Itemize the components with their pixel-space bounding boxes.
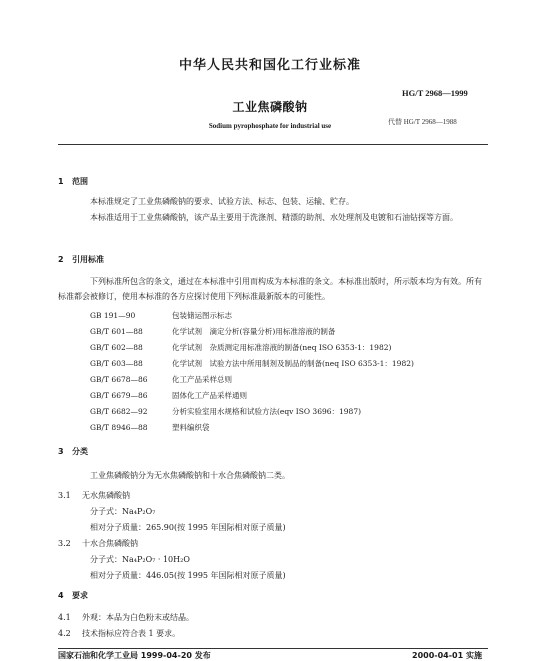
formula-line: 分子式：Na₄P₂O₇ — [90, 507, 156, 516]
reference-item — [90, 422, 210, 433]
section-3-para-1: 工业焦磷酸钠分为无水焦磷酸钠和十水合焦磷酸钠二类。 — [90, 471, 290, 480]
item-number: 4.1 — [58, 613, 71, 622]
subsection-title: 十水合焦磷酸钠 — [82, 539, 138, 548]
section-title: 分类 — [72, 447, 88, 456]
standard-code: HG/T 2968—1999 — [402, 88, 468, 98]
reference-item — [90, 310, 232, 321]
reference-code: GB/T 8946—88 — [90, 423, 148, 432]
section-title: 要求 — [72, 591, 88, 600]
reference-code: GB/T 6679—86 — [90, 391, 148, 400]
reference-code: GB/T 6682—92 — [90, 407, 148, 416]
molecular-mass-line: 相对分子质量：446.05(按 1995 年国际相对原子质量) — [90, 571, 286, 580]
reference-title: 固体化工产品采样通则 — [172, 391, 247, 400]
section-title: 范围 — [72, 177, 88, 186]
item-text: 外观：本品为白色粉末或结晶。 — [82, 613, 194, 622]
section-1-para-1: 本标准规定了工业焦磷酸钠的要求、试验方法、标志、包装、运输、贮存。 — [90, 197, 354, 206]
section-1-para-2: 本标准适用于工业焦磷酸钠，该产品主要用于洗涤剂、精漂的助剂、水处理剂及电镀和石油钻探等方面。 — [90, 213, 458, 222]
reference-item — [90, 390, 247, 401]
reference-title: 化学试剂 杂质测定用标准溶液的制备(neq ISO 6353-1：1982) — [172, 343, 392, 352]
requirement-item — [58, 612, 194, 623]
reference-item — [90, 406, 361, 417]
standard-category-title: 中华人民共和国化工行业标准 — [178, 58, 361, 73]
reference-title: 化学试剂 滴定分析(容量分析)用标准溶液的制备 — [172, 327, 336, 336]
reference-item — [90, 374, 232, 385]
section-title: 引用标准 — [72, 255, 104, 264]
subsection-title: 无水焦磷酸钠 — [82, 491, 130, 500]
section-number: 2 — [58, 255, 64, 264]
document-subtitle: Sodium pyrophosphate for industrial use — [208, 122, 332, 130]
reference-code: GB/T 603—88 — [90, 359, 143, 368]
section-3-heading — [58, 446, 88, 457]
footer-divider — [58, 648, 488, 649]
reference-title: 塑料编织袋 — [172, 423, 210, 432]
reference-item — [90, 342, 391, 353]
section-4-heading — [58, 590, 88, 601]
implementation-date: 2000-04-01 实施 — [412, 651, 482, 660]
section-number: 3 — [58, 447, 64, 456]
reference-item — [90, 326, 335, 337]
section-2-heading — [58, 254, 104, 265]
subsection-number: 3.2 — [58, 539, 71, 548]
document-title: 工业焦磷酸钠 — [232, 100, 308, 114]
reference-code: GB/T 601—88 — [90, 327, 143, 336]
reference-code: GB/T 6678—86 — [90, 375, 148, 384]
reference-title: 分析实验室用水规格和试验方法(eqv ISO 3696：1987) — [172, 407, 362, 416]
reference-item — [90, 358, 414, 369]
reference-code: GB 191—90 — [90, 311, 136, 320]
section-2-para-1: 下列标准所包含的条文，通过在本标准中引用而构成为本标准的条文。本标准出版时，所示版本均为有效。所有标准都会被修订，使用本标准的各方应探讨使用下列标准最新版本的可能性。 — [58, 277, 482, 301]
reference-title: 化工产品采样总则 — [172, 375, 232, 384]
replaces-note: 代替 HG/T 2968—1988 — [388, 118, 457, 126]
requirement-item — [58, 628, 180, 639]
header-divider — [58, 144, 488, 145]
item-number: 4.2 — [58, 629, 71, 638]
subsection-3-1-heading — [58, 490, 130, 501]
reference-code: GB/T 602—88 — [90, 343, 143, 352]
subsection-number: 3.1 — [58, 491, 71, 500]
publisher-line: 国家石油和化学工业局 1999-04-20 发布 — [58, 651, 211, 660]
subsection-3-2-heading — [58, 538, 138, 549]
section-number: 1 — [58, 177, 64, 186]
section-1-heading — [58, 176, 88, 187]
reference-title: 化学试剂 试验方法中所用制剂及制品的制备(neq ISO 6353-1：1982) — [172, 359, 414, 368]
item-text: 技术指标应符合表 1 要求。 — [82, 629, 181, 638]
section-number: 4 — [58, 591, 64, 600]
molecular-mass-line: 相对分子质量：265.90(按 1995 年国际相对原子质量) — [90, 523, 286, 532]
formula-line: 分子式：Na₄P₂O₇ · 10H₂O — [90, 555, 190, 564]
reference-title: 包装储运图示标志 — [172, 311, 232, 320]
